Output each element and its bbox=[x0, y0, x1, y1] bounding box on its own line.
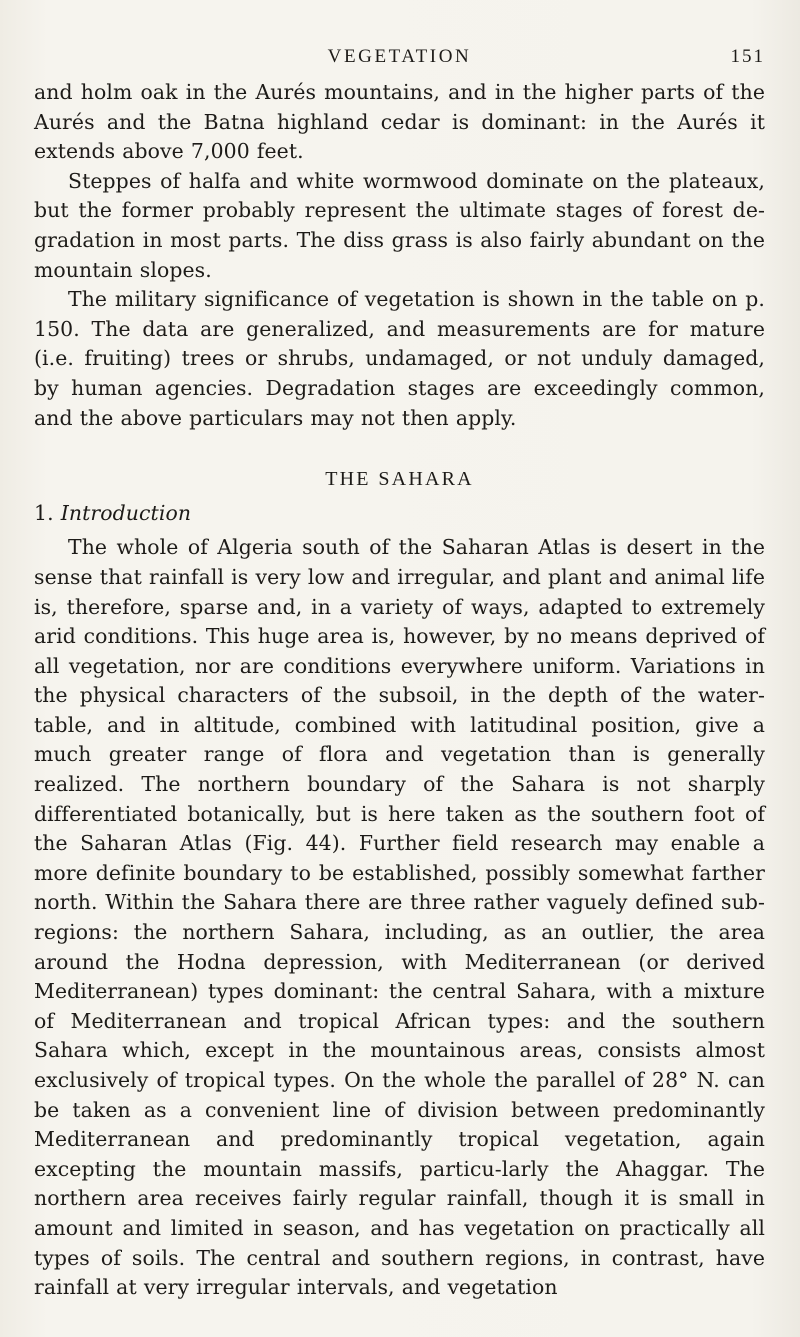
running-title: VEGETATION bbox=[327, 46, 472, 67]
subsection-title: Introduction bbox=[60, 500, 192, 525]
paragraph-military-significance: The military significance of vegetation is shown in the table on p. 150. The data are generalized, and measurements are for mature (i.e. fruiting) trees or shrubs, undamaged, or not unduly damaged, by human agencies. Degradation stages are exceedingly common, and the above particulars may not then apply. bbox=[34, 287, 765, 430]
subsection-number: 1. bbox=[34, 500, 54, 525]
paragraph-steppes: Steppes of halfa and white wormwood dominate on the plateaux, but the former probably represent the ultimate stages of forest de-gradation in most parts. The diss grass is also fairly abundant on the mountain slopes. bbox=[34, 168, 765, 282]
running-header bbox=[34, 40, 765, 78]
paragraph-continuation: and holm oak in the Aurés mountains, and in the higher parts of the Aurés and the Batna highland cedar is dominant: in the Aurés it extends above 7,000 feet. bbox=[34, 80, 765, 164]
paragraph-introduction: The whole of Algeria south of the Saharan Atlas is desert in the sense that rainfall is very low and irregular, and plant and animal life is, therefore, sparse and, in a variety of ways, adapted to extremely arid conditions. This huge area is, however, by no means deprived of all vegetation, nor are conditions everywhere uniform. Variations in the physical characters of the subsoil, in the depth of the water-table, and in altitude, combined with latitudinal position, give a much greater range of flora and vegetation than is generally realized. The northern boundary of the Sahara is not sharply differentiated botanically, but is here taken as the southern foot of the Saharan Atlas (Fig. 44). Further field research may enable a more definite boundary to be established, possibly somewhat farther north. Within the Sahara there are three rather vaguely defined sub-regions: the northern Sahara, including, as an outlier, the area around the Hodna depression, with Mediterranean (or derived Mediterranean) types dominant: the central Sahara, with a mixture of Mediterranean and tropical African types: and the southern Sahara which, except in the mountainous areas, consists almost exclusively of tropical types. On the whole the parallel of 28° N. can be taken as a convenient line of division between predominantly Mediterranean and predominantly tropical vegetation, again excepting the mountain massifs, particu-larly the Ahaggar. The northern area receives fairly regular rainfall, though it is small in amount and limited in season, and has vegetation on practically all types of soils. The central and southern regions, in contrast, have rainfall at very irregular intervals, and vegetation bbox=[34, 535, 765, 1300]
subsection-heading bbox=[34, 499, 765, 529]
page-number: 151 bbox=[730, 46, 765, 67]
section-heading: THE SAHARA bbox=[325, 468, 474, 491]
body-text bbox=[34, 78, 765, 1303]
